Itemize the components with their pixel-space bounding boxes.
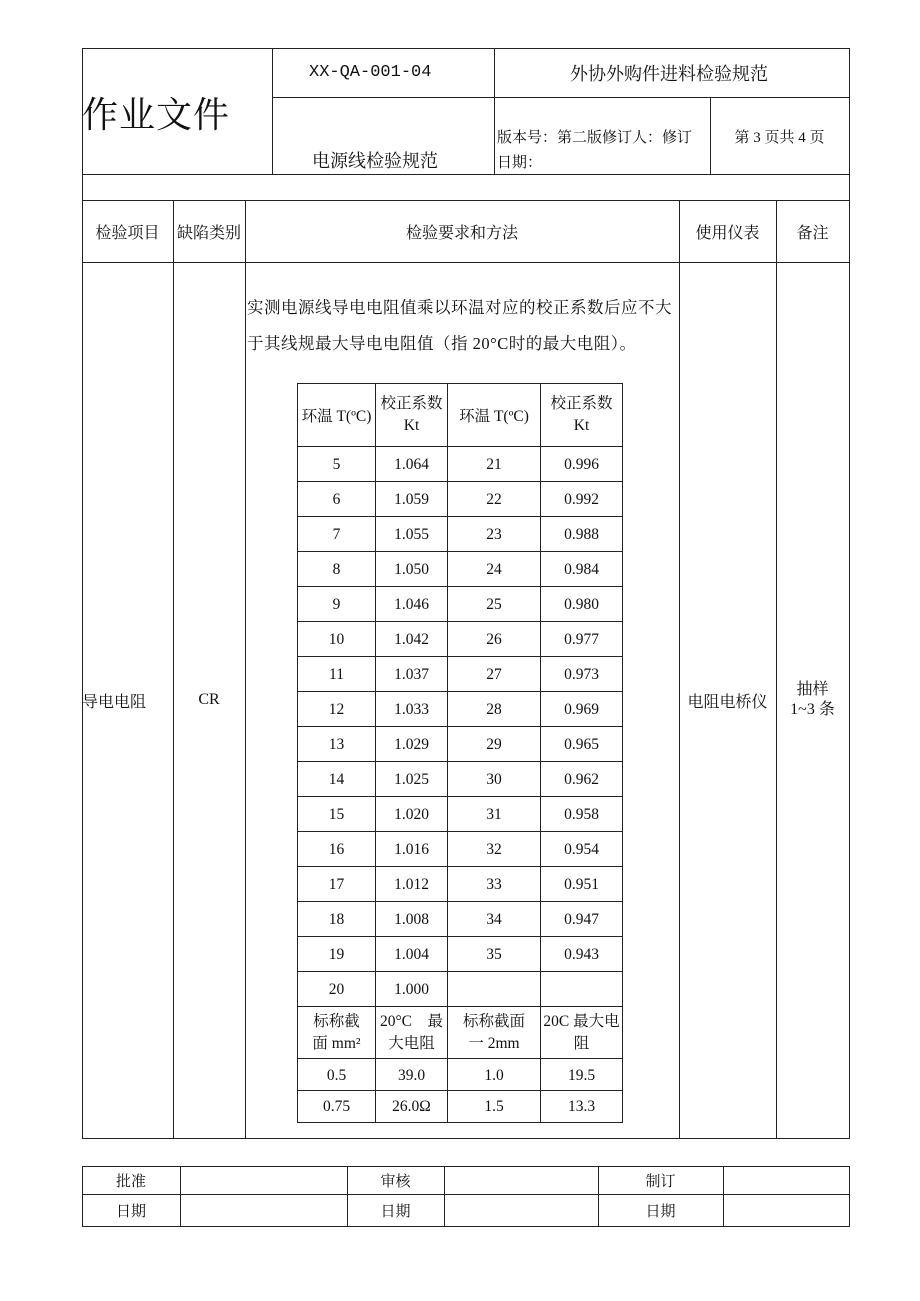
requirement-text	[247, 290, 687, 362]
footer-approve-label: 批准	[115, 1173, 146, 1190]
correction-cell-coef-b: 0.969	[564, 700, 599, 718]
resistance-cell-area-b: 1.0	[448, 1059, 541, 1092]
correction-row	[298, 936, 622, 972]
header-coef-a-line-1: 校正系数	[380, 395, 443, 412]
res-header-max-a-line-1: 20°C 最	[379, 1013, 444, 1030]
correction-cell-temp-a: 7	[298, 517, 376, 552]
version-line-2: 日期：	[497, 155, 543, 171]
resistance-header-row	[298, 1006, 622, 1059]
header-coef-a	[376, 384, 448, 446]
inspection-item: 导电电阻	[82, 693, 147, 711]
version-info	[497, 126, 707, 176]
correction-row	[298, 621, 622, 657]
correction-cell-coef-a: 1.016	[376, 832, 448, 867]
correction-cell-coef-a: 1.004	[376, 937, 448, 972]
correction-row	[298, 691, 622, 727]
page-info: 第 3 页共 4 页	[734, 129, 825, 146]
defect-class: CR	[198, 691, 220, 708]
resistance-cell-max-b: 19.5	[567, 1066, 596, 1084]
correction-row	[298, 761, 622, 797]
resistance-cell-area-b: 1.5	[448, 1091, 541, 1122]
correction-cell-coef-b: 0.954	[564, 840, 599, 858]
correction-cell-coef-b: 0.996	[564, 455, 599, 473]
correction-cell-coef-a: 1.037	[376, 657, 448, 692]
correction-row	[298, 586, 622, 622]
remark-line-2: 1~3 条	[790, 701, 835, 718]
correction-table	[297, 383, 623, 1123]
footer-review-label: 审核	[380, 1173, 411, 1190]
correction-cell-coef-b: 0.977	[564, 630, 599, 648]
correction-cell-temp-a: 11	[298, 657, 376, 692]
version-line-1: 版本号：第二版修订人：修订	[497, 130, 693, 146]
correction-row	[298, 446, 622, 482]
correction-cell-coef-b: 0.962	[564, 770, 599, 788]
correction-header-row	[298, 384, 622, 446]
col-header-method: 检验要求和方法	[405, 224, 518, 242]
resistance-cell-max-b: 13.3	[567, 1097, 596, 1115]
correction-cell-temp-a: 14	[298, 762, 376, 797]
res-header-max-b-line-2: 阻	[573, 1035, 590, 1052]
correction-cell-coef-b: 0.984	[564, 560, 599, 578]
subject-title: 电源线检验规范	[312, 151, 438, 171]
doc-code: XX-QA-001-04	[309, 63, 432, 82]
spec-title: 外协外购件进料检验规范	[570, 63, 768, 84]
resistance-cell-area-a: 0.75	[298, 1091, 376, 1122]
correction-cell-coef-b: 0.947	[564, 910, 599, 928]
correction-cell-temp-a: 10	[298, 622, 376, 657]
res-header-max-a-line-2: 大电阻	[388, 1035, 435, 1052]
resistance-cell-area-a: 0.5	[298, 1059, 376, 1092]
correction-row	[298, 516, 622, 552]
col-header-remark: 备注	[796, 224, 829, 242]
remark-line-1: 抽样	[796, 681, 829, 698]
correction-cell-coef-a: 1.042	[376, 622, 448, 657]
res-header-area-a-line-1: 标称截	[313, 1013, 360, 1030]
correction-cell-temp-a: 20	[298, 972, 376, 1007]
res-header-area-b-line-1: 标称截面	[462, 1013, 525, 1030]
correction-cell-coef-a: 1.046	[376, 587, 448, 622]
res-header-max-b-line-1: 20C 最大电	[543, 1013, 620, 1030]
remark	[776, 680, 849, 720]
correction-cell-temp-b: 24	[448, 552, 541, 587]
correction-cell-temp-b: 29	[448, 727, 541, 762]
footer-date-label-2: 日期	[380, 1203, 411, 1220]
correction-cell-temp-b: 27	[448, 657, 541, 692]
correction-cell-coef-a: 1.020	[376, 797, 448, 832]
correction-cell-temp-b: 34	[448, 902, 541, 937]
correction-cell-temp-a: 12	[298, 692, 376, 727]
res-header-max-a	[376, 1007, 448, 1059]
res-header-max-b	[541, 1007, 622, 1059]
correction-cell-coef-b: 0.988	[564, 525, 599, 543]
correction-cell-temp-a: 8	[298, 552, 376, 587]
correction-cell-coef-b: 0.965	[564, 735, 599, 753]
col-header-item: 检验项目	[95, 224, 160, 242]
correction-cell-coef-a: 1.025	[376, 762, 448, 797]
correction-cell-temp-b: 22	[448, 482, 541, 517]
correction-cell-temp-a: 13	[298, 727, 376, 762]
correction-row	[298, 726, 622, 762]
correction-cell-temp-b: 31	[448, 797, 541, 832]
resistance-row	[298, 1090, 622, 1122]
correction-cell-temp-b: 35	[448, 937, 541, 972]
correction-row	[298, 551, 622, 587]
correction-cell-temp-a: 5	[298, 447, 376, 482]
col-header-instrument: 使用仪表	[695, 224, 760, 242]
correction-cell-coef-a: 1.055	[376, 517, 448, 552]
correction-cell-coef-b: 0.992	[564, 490, 599, 508]
correction-cell-coef-a: 1.029	[376, 727, 448, 762]
res-header-area-b-line-2: 一 2mm	[468, 1035, 520, 1052]
correction-cell-coef-a: 1.008	[376, 902, 448, 937]
correction-cell-coef-a: 1.064	[376, 447, 448, 482]
instrument: 电阻电桥仪	[687, 693, 768, 711]
col-header-defect: 缺陷类别	[176, 224, 241, 242]
header-coef-a-line-2: Kt	[403, 417, 420, 434]
resistance-row	[298, 1058, 622, 1092]
correction-row	[298, 866, 622, 902]
res-header-area-a-line-2: 面 mm²	[312, 1035, 361, 1052]
resistance-cell-max-a: 26.0Ω	[376, 1091, 448, 1122]
correction-cell-temp-b	[448, 972, 541, 1007]
correction-cell-temp-b: 25	[448, 587, 541, 622]
correction-row	[298, 656, 622, 692]
correction-cell-coef-b: 0.973	[564, 665, 599, 683]
header-coef-b-line-1: 校正系数	[550, 395, 613, 412]
correction-cell-temp-a: 9	[298, 587, 376, 622]
correction-cell-temp-a: 19	[298, 937, 376, 972]
correction-cell-coef-b: 0.980	[564, 595, 599, 613]
correction-cell-temp-a: 16	[298, 832, 376, 867]
correction-cell-coef-a: 1.033	[376, 692, 448, 727]
footer-date-label-3: 日期	[645, 1203, 676, 1220]
requirement-line-2: 于其线规最大导电电阻值（指 20°C时的最大电阻）。	[247, 334, 637, 353]
correction-cell-temp-a: 6	[298, 482, 376, 517]
correction-cell-coef-a: 1.000	[376, 972, 448, 1007]
res-header-area-a	[298, 1007, 376, 1059]
correction-row	[298, 831, 622, 867]
correction-cell-coef-b: 0.943	[564, 945, 599, 963]
correction-cell-temp-b: 28	[448, 692, 541, 727]
res-header-area-b	[448, 1007, 541, 1059]
doc-type-title: 作业文件	[82, 94, 231, 135]
correction-cell-temp-b: 30	[448, 762, 541, 797]
correction-cell-coef-b: 0.951	[564, 875, 599, 893]
header-coef-b	[541, 384, 622, 446]
correction-row	[298, 796, 622, 832]
correction-cell-coef-b: 0.958	[564, 805, 599, 823]
header-coef-b-line-2: Kt	[573, 417, 590, 434]
correction-cell-temp-b: 23	[448, 517, 541, 552]
resistance-cell-max-a: 39.0	[376, 1059, 448, 1092]
correction-cell-temp-a: 15	[298, 797, 376, 832]
header-temp-b: 环温 T(ºC)	[448, 384, 541, 446]
correction-cell-temp-a: 18	[298, 902, 376, 937]
correction-row	[298, 901, 622, 937]
correction-cell-coef-b	[541, 972, 622, 1007]
correction-row	[298, 481, 622, 517]
correction-cell-coef-a: 1.012	[376, 867, 448, 902]
correction-cell-coef-a: 1.059	[376, 482, 448, 517]
footer-prepare-label: 制订	[645, 1173, 676, 1190]
header-temp-a: 环温 T(ºC)	[298, 384, 376, 446]
correction-cell-temp-b: 26	[448, 622, 541, 657]
correction-row	[298, 971, 622, 1007]
correction-cell-coef-a: 1.050	[376, 552, 448, 587]
correction-cell-temp-b: 32	[448, 832, 541, 867]
requirement-line-1: 实测电源线导电电阻值乘以环温对应的校正系数后应不大	[247, 298, 672, 317]
footer-date-label-1: 日期	[115, 1203, 146, 1220]
correction-cell-temp-b: 21	[448, 447, 541, 482]
correction-cell-temp-b: 33	[448, 867, 541, 902]
correction-cell-temp-a: 17	[298, 867, 376, 902]
